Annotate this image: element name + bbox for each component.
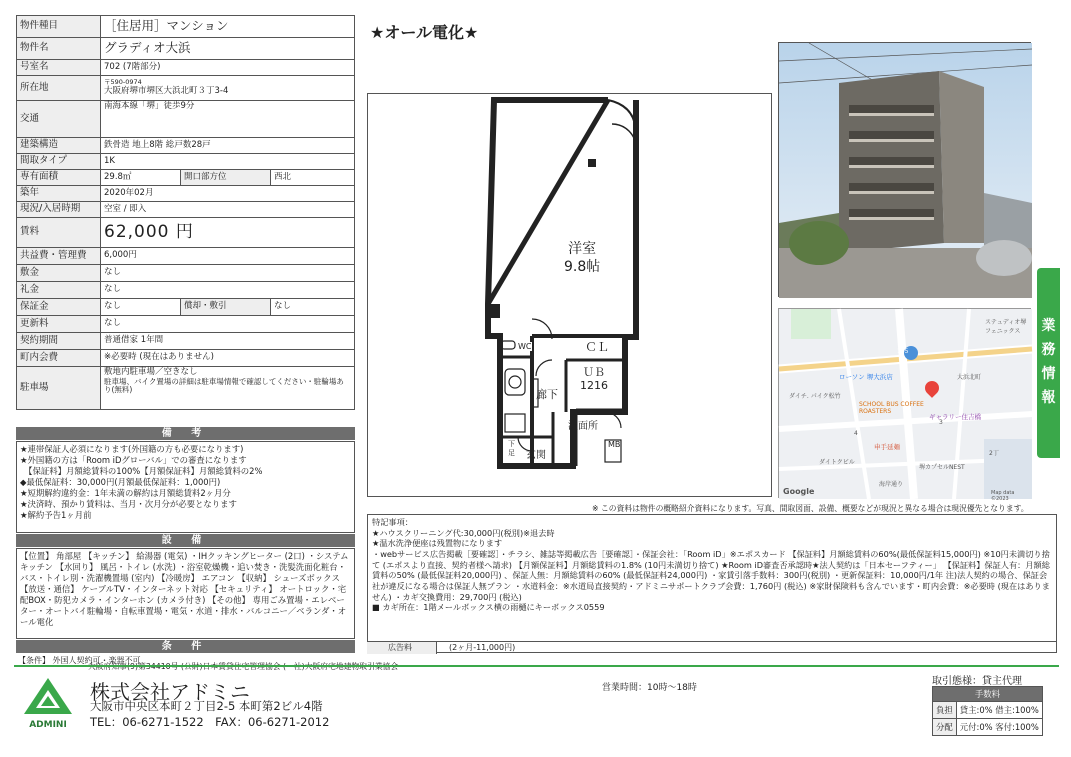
key-money-value: なし [101,282,355,299]
renewal-value: なし [101,316,355,333]
remarks-line: 【保証料】月額総賃料の100%【月額保証料】月額総賃料の2% [20,465,263,476]
disclaimer: ※ この資料は物件の概略紹介資料になります。写真、間取図面、設備、概要などが現況と異なる場合は現況優先となります。 [592,504,1029,513]
map-attribution: Map data ©2023 [991,490,1015,502]
common-fee-label: 共益費・管理費 [17,248,101,265]
special-notes [367,514,1057,653]
transport-value: 南海本線「堺」徒歩9分 [101,101,355,138]
map-label-studio: ステュディオ堺フェニックス [985,319,1027,335]
business-info-label: 業務情報 [1041,318,1056,406]
conditions-header: 条 件 [16,640,355,653]
map-label-daitoku: ダイトクビル [819,459,855,466]
shoebox-label: 下足 [508,440,515,457]
guarantee-value: なし [101,299,181,316]
status-label: 現況/入居時期 [17,202,101,218]
map-label-coffee: SCHOOL BUS COFFEE ROASTERS [859,401,924,415]
floorplan-drawing [368,94,773,498]
hallway-label: 廊下 [536,388,558,401]
business-hours: 営業時間：10時～18時 [602,683,697,693]
building-photo-image [779,43,1032,298]
map-label-gallery: ギャラリー住吉橋 [929,413,981,421]
bath-label [580,366,608,392]
meter-box-label: MB [608,440,621,449]
community-fee-label: 町内会費 [17,350,101,367]
area-label: 専有面積 [17,170,101,186]
room-label: 号室名 [17,60,101,76]
remarks-line: ★決済時、預かり賃料は、当月・次月分が必要となります [20,498,237,509]
area-value: 29.8㎡ [101,170,181,186]
contract-label: 契約期間 [17,333,101,350]
building-photo [778,42,1031,297]
company-name: 株式会社アドミニ [90,680,250,704]
fee-header: 手数料 [933,687,1043,702]
name-value: グラディオ大浜 [101,38,355,60]
burden-label: 負担 [933,702,957,719]
map-label-ohamakita: 大浜北町 [957,374,982,381]
postal-code: 〒590-0974 [104,78,142,87]
location-label: 所在地 [17,76,101,101]
room-name: 洋室 [568,241,597,257]
key-money-label: 礼金 [17,282,101,299]
company-phone: TEL：06-6271-1522 FAX：06-6271-2012 [90,715,330,729]
map-label-3: 3 [939,419,943,426]
facing-value: 西北 [271,170,355,186]
split-value: 元付:0% 客付:100% [956,719,1042,736]
headline: ★オール電化★ [370,23,479,42]
company-address: 大阪市中央区本町２丁目2-5 本町第2ビル4階 [90,699,323,713]
structure-label: 建築構造 [17,138,101,154]
ad-fee-row [367,641,1057,654]
google-logo: Google [783,487,815,496]
room-value: 702 (7階部分) [101,60,355,76]
spec-table [16,15,355,410]
equipment-header: 設 備 [16,534,355,547]
business-info-tab[interactable] [1037,268,1060,458]
room-size: 9.8帖 [564,259,601,275]
map-label-2chome: 2丁 [989,450,999,457]
bath-name: ＵＢ [583,366,605,379]
fee-table [932,686,1043,736]
remarks-line: ★外国籍の方は「Room iDグローバル」での審査になります [20,454,247,465]
logo-text: ADMINI [29,720,67,730]
wc-label: WC [518,342,532,351]
address: 大阪府堺市堺区大浜北町３丁3-4 [104,85,229,96]
amort-label: 償却・敷引 [181,299,271,316]
parking-note: 駐車場、バイク置場の詳細は駐車場情報で確認してください・駐輪場あり(無料) [104,376,344,395]
amort-value: なし [271,299,355,316]
deposit-value: なし [101,265,355,282]
guarantee-label: 保証金 [17,299,101,316]
built-value: 2020年02月 [101,186,355,202]
special-title: 特記事項： [372,517,413,527]
built-label: 築年 [17,186,101,202]
remarks-line: ★解約予告1ヶ月前 [20,509,92,520]
washroom-label: 洗面所 [568,421,598,432]
bath-size: 1216 [580,379,608,392]
admini-logo [22,676,74,730]
entrance-label: 玄関 [526,450,546,461]
layout-value: 1K [101,154,355,170]
burden-value: 貸主:0% 借主:100% [956,702,1042,719]
map-label-4: 4 [854,430,858,437]
room-label [564,240,600,276]
deposit-label: 敷金 [17,265,101,282]
map-label-capsule: 堺カプセルNEST [919,464,965,471]
rent-value: 62,000 円 [101,218,355,248]
parking-value [101,367,355,410]
contract-value: 普通借家 1年間 [101,333,355,350]
community-fee-value: ※必要時 (現在はありません) [101,350,355,367]
map-label-bike: ダイチ. パイク松竹 [789,393,841,400]
facing-label: 開口部方位 [181,170,271,186]
parking-status: 敷地内駐車場／空きなし [104,367,198,377]
remarks-box [16,441,355,533]
status-value: 空室 / 即入 [101,202,355,218]
closet-label: ＣＬ [585,340,610,354]
footer-divider [14,665,1059,667]
deal-type: 取引態様：貸主代理 [932,676,1022,687]
equipment-text: 【位置】 角部屋 【キッチン】 給湯器 (電気) ・IHクッキングヒーター (2口) ・システムキッチン 【水回り】 風呂・トイレ (水洗) ・浴室乾燥機・追い焚き・洗髪洗面化粧台・バス・トイレ別・洗濯機置場 (室内) 【冷暖房】 エアコン 【収納】 シューズボックス 【放送・通信】 ケーブルTV・インターネット対応 【セキュリティ】 オートロック・宅配BOX・防犯カメラ・インターホン (カメラ付き) 【その他】 専用ごみ置場・エレベーター・オートバイ駐輪場・自転車置場・電気・水道・排水・バルコニー／ベランダ・オール電化 [16,548,355,639]
renewal-label: 更新料 [17,316,101,333]
type-value: ［住居用］マンション [101,16,355,38]
floorplan [367,93,772,497]
remarks-line: ◆最低保証料：30,000円(月額最低保証料：1,000円) [20,476,221,487]
name-label: 物件名 [17,38,101,60]
special-text: ★ハウスクリーニング代:30,000円(税別)※退去時 ★温水洗浄便座は残置物になります ・webサービス広告掲載［要確認］・チラシ、雑誌等掲載広告［要確認］・保証会社：「Room iD」※エポスカード 【保証料】月額総賃料の60%(最低保証料15,000円) ※10円未満切り捨て (エポスより直接、契約者様へ請求) 【月額保証料】月額総賃料の1.8% (10円未満切り捨て) ★Room iD審査否承認時★法人契約は「日本セーフティー」 【保証料】保証人有：月額総賃料の50% (最低保証料20,000円) 、保証人無：月額総賃料の60% (最低保証料24,000円) ・家賃引落手数料：300円(税別) ・更新保証料：10,000円/1年 注)法人契約の場合、保証会社が違反になる場合は保証人無プラン ・水道料金：※水道局直接契約・アドミニサポートクラブ会費：1,760円 (税込) ※家財保険料も含んでいます・町内会費：※必要時 (現在はありません) ・カギ交換費用：29,700円 (税込) ■ カギ所在：1階メールボックス横の雨樋にキーボックス0559 [372,527,1050,613]
location-map[interactable] [778,308,1031,502]
map-label-noodle: 申手延麺 [874,443,900,451]
transport-label: 交通 [17,101,101,138]
structure-value: 鉄骨造 地上8階 総戸数28戸 [101,138,355,154]
rent-label: 賃料 [17,218,101,248]
parking-label: 駐車場 [17,367,101,410]
map-label-kaigan: 海岸通り [879,481,904,488]
remarks-line: ★連帯保証人必須になります(外国籍の方も必要になります) [20,444,244,454]
ad-fee-label: 広告料 [367,642,437,654]
route-number: 195 [897,348,909,355]
remarks-header: 備 考 [16,427,355,440]
ad-fee-value: (2ヶ月-11,000円) [449,643,516,652]
common-fee-value: 6,000円 [101,248,355,265]
remarks-line: ★短期解約違約金：1年未満の解約は月額総賃料2ヶ月分 [20,487,231,498]
admini-logo-mark [22,676,74,716]
location-value [101,76,355,101]
conditions-text: 【条件】 外国人契約可・楽器不可 [18,656,141,665]
type-label: 物件種目 [17,16,101,38]
split-label: 分配 [933,719,957,736]
map-label-lawson: ローソン 堺大浜店 [839,373,893,381]
layout-label: 間取タイプ [17,154,101,170]
